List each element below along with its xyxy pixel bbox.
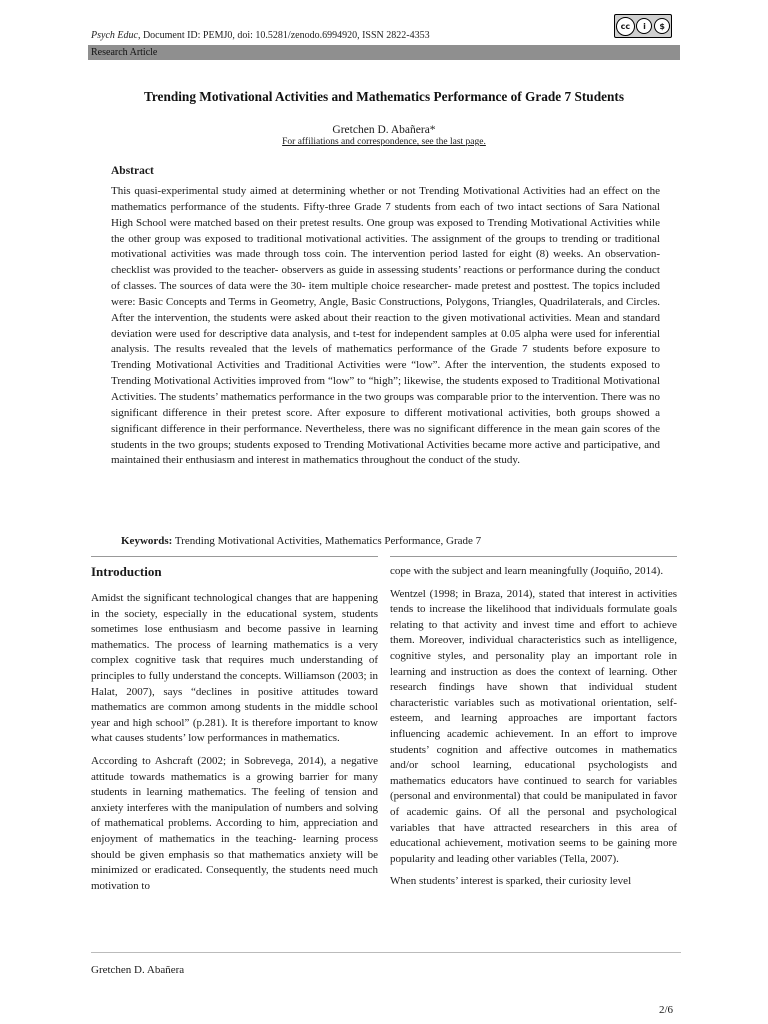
intro-paragraph: According to Ashcraft (2002; in Sobrevega, 2014), a negative attitude towards mathematics is a growing barrier for many students in learning mathematics. The feeling of tension and anxiety interferes with the manipulation of numbers and solving of mathematical problems. According to him, appreciation and enjoyment of mathematics in the teaching- learning process should be given emphasis so that mathematics anxiety will be minimized or eradicated. Consequently, the students need much motivation to	[91, 754, 378, 892]
footer-rule	[91, 952, 681, 953]
footer-author: Gretchen D. Abañera	[91, 964, 185, 976]
abstract-body: This quasi-experimental study aimed at determining whether or not Trending Motivational Activities had an effect on the mathematics performance of the students. Fifty-three Grade 7 students from each of two intact sections of Sara National High School were matched based on their pretest results. One group was exposed to Trending Motivational Activities while the other group was exposed to traditional motivational activities. The assignment of the groups to trending or traditional motivational activities was made through toss coin. The intervention period lasted for eight (8) weeks. An observation- checklist was provided to the teacher- observers as guide in assessing students’ reactions or performance during the conduct of classes. The sources of data were the 30- item multiple choice researcher- made pretest and posttest. The topics included were: Basic Concepts and Terms in Geometry, Angle, Basic Constructions, Polygons, Triangles, Quadrilaterals, and Circles. After the intervention, the students were asked about their reaction to the given motivational activities. Mean and standard deviation were used for descriptive data analysis, and t-test for independent samples at 0.05 alpha were used for inferential analysis. The results revealed that the levels of mathematics performance of the Grade 7 students before exposure to Trending Motivational Activities and Traditional Activities were “low”. After the intervention, the students exposed to Trending Motivational Activities improved from “low” to “high”; likewise, the students exposed to Traditional Motivational Activities. The students’ mathematics performance in the two groups was comparable prior to the intervention. There was no significant difference in their pretest score. After exposure to different motivational activities, both groups showed a significant difference in their performance. Nevertheless, there was no significant difference in the mean gain scores of the students in the two groups; students exposed to Trending Motivational Activities became more active and participative, and maintained their enthusiasm and interest in mathematics throughout the conduct of the study.	[111, 185, 660, 467]
keywords	[121, 535, 481, 547]
right-column-rule	[390, 556, 677, 557]
cc-license-badge[interactable]	[614, 14, 672, 38]
intro-paragraph: cope with the subject and learn meaningfully (Joquiño, 2014).	[390, 565, 664, 577]
right-column	[390, 564, 677, 897]
left-column	[91, 591, 378, 901]
cc-icon: cc	[616, 17, 635, 36]
citation-info: , Document ID: PEMJ0, doi: 10.5281/zenodo.6994920, ISSN 2822-4353	[137, 30, 430, 41]
intro-paragraph: Amidst the significant technological changes that are happening in the society, especially in the educational system, students sometimes lose enthusiasm and become passive in learning mathematics. The process of learning mathematics is a very complex cognitive task that requires much understanding of principles to fully understand the concepts. Williamson (2003; in Halat, 2007), says “declines in positive attitudes toward mathematics are common among students in the middle school year and high school” (p.281). It is therefore important to know what causes students’ low performances in mathematics.	[91, 592, 378, 745]
paper-title: Trending Motivational Activities and Mathematics Performance of Grade 7 Students	[144, 89, 624, 104]
author-name: Gretchen D. Abañera*	[332, 124, 436, 136]
intro-paragraph: Wentzel (1998; in Braza, 2014), stated that interest in activities tends to increase the likelihood that individuals formulate goals relating to that activity and invest time and effort to achieve them. Moreover, individual characteristics such as intelligence, cognitive styles, and personality play an important role in learning and instruction as does the context of learning. Other research findings have shown that individual student characteristic variables such as motivational orientation, self-esteem, and learning approaches are important factors influencing academic achievement. In an effort to improve students’ cognition and affective outcomes in mathematics and/or school learning, educational psychologists and mathematics educators have continued to search for variables (personal and environmental) that could be manipulated in favor of academic gains. Of all the personal and psychological variables that have attracted researchers in this area of educational achievement, motivation seems to be gaining more popularity and leading other variables (Tella, 2007).	[390, 587, 677, 865]
keywords-label: Keywords:	[121, 535, 173, 547]
abstract-heading: Abstract	[111, 165, 154, 177]
article-type-bar: Research Article	[88, 45, 680, 60]
noncommercial-icon: $	[654, 18, 670, 34]
affiliation-link[interactable]: For affiliations and correspondence, see the last page.	[282, 137, 486, 147]
intro-paragraph: When students’ interest is sparked, their curiosity level	[390, 875, 632, 888]
left-column-rule	[91, 556, 378, 557]
keywords-list: Trending Motivational Activities, Mathematics Performance, Grade 7	[172, 535, 482, 547]
journal-name: Psych Educ	[91, 30, 138, 41]
running-header	[91, 30, 430, 41]
introduction-heading: Introduction	[91, 564, 162, 579]
attribution-icon: i	[636, 18, 652, 34]
page-number: 2/6	[659, 1004, 674, 1016]
